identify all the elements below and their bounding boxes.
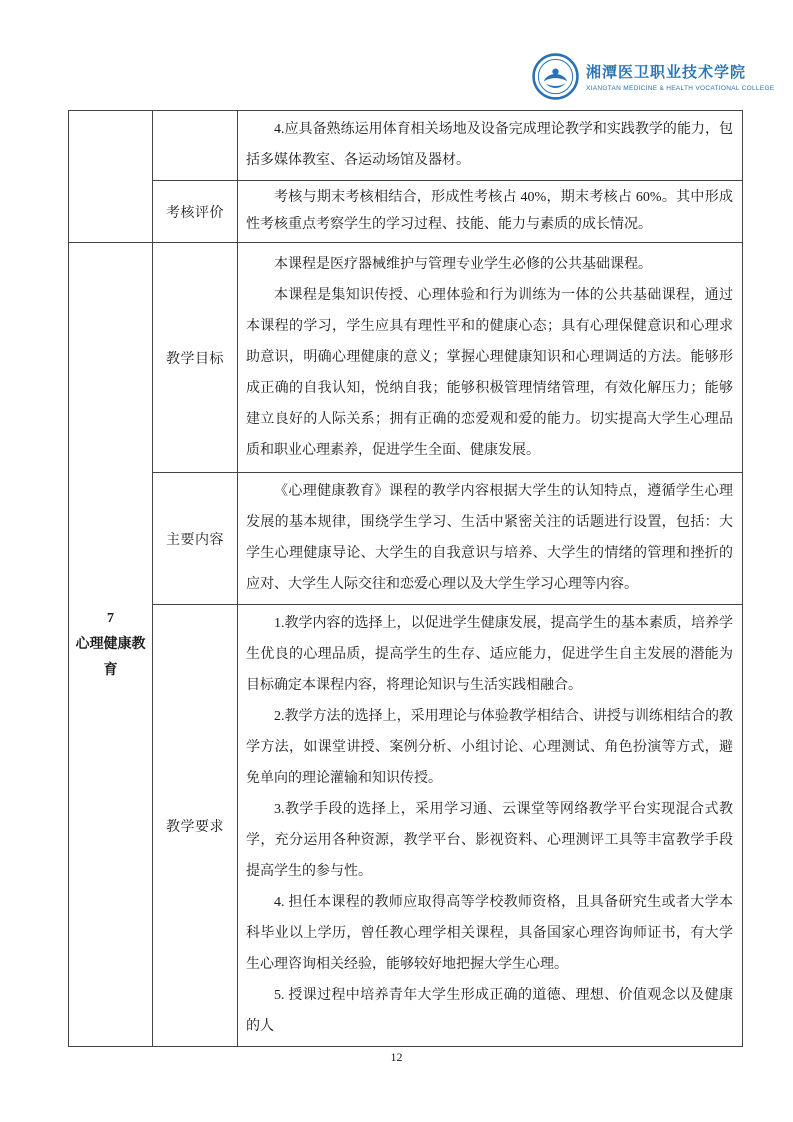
college-name-english: XIANGTAN MEDICINE & HEALTH VOCATIONAL COLLEGE <box>586 85 775 92</box>
paragraph: 1.教学内容的选择上，以促进学生健康发展，提高学生的基本素质，培养学生优良的心理品质，提高学生的生存、适应能力，促进学生自主发展的潜能为目标确定本课程内容，将理论知识与生活实践相融合。 <box>246 616 733 693</box>
paragraph: 考核与期末考核相结合，形成性考核占 40%，期末考核占 60%。其中形成性考核重点考察学生的学习过程、技能、能力与素质的成长情况。 <box>246 190 733 232</box>
syllabus-table <box>68 110 743 1047</box>
course-cell <box>69 243 153 1047</box>
page-footer <box>0 1050 793 1065</box>
objectives-label: 教学目标 <box>153 243 238 473</box>
course-name: 心理健康教育 <box>75 636 146 678</box>
table-row-main-content <box>69 473 743 605</box>
requirements-label: 教学要求 <box>153 605 238 1047</box>
paragraph: 《心理健康教育》课程的教学内容根据大学生的认知特点，遵循学生心理发展的基本规律，围绕学生学习、生活中紧密关注的话题进行设置，包括：大学生心理健康导论、大学生的自我意识与培养、大学生的情绪的管理和挫折的应对、大学生人际交往和恋爱心理以及大学生学习心理等内容。 <box>246 484 733 592</box>
paragraph: 2.教学方法的选择上，采用理论与体验教学相结合、讲授与训练相结合的教学方法，如课堂讲授、案例分析、小组讨论、心理测试、角色扮演等方式，避免单向的理论灌输和知识传授。 <box>246 709 733 786</box>
objectives-content-cell <box>238 243 743 473</box>
page-number: 12 <box>390 1050 403 1064</box>
course-number: 7 <box>107 610 114 626</box>
paragraph: 3.教学手段的选择上，采用学习通、云课堂等网络教学平台实现混合式教学，充分运用各种资源，教学平台、影视资料、心理测评工具等丰富教学手段提高学生的参与性。 <box>246 802 733 879</box>
assessment-content-cell <box>238 181 743 243</box>
assessment-label: 考核评价 <box>153 181 238 243</box>
paragraph: 本课程是集知识传授、心理体验和行为训练为一体的公共基础课程，通过本课程的学习，学生应具有理性平和的健康心态；具有心理保健意识和心理求助意识，明确心理健康的意义；掌握心理健康知识和心理调适的方法。能够形成正确的自我认知，悦纳自我；能够积极管理情绪管理，有效化解压力；能够建立良好的人际关系；拥有正确的恋爱观和爱的能力。切实提高大学生心理品质和职业心理素养，促进学生全面、健康发展。 <box>246 287 733 458</box>
table-row-assessment <box>69 181 743 243</box>
paragraph: 本课程是医疗器械维护与管理专业学生必修的公共基础课程。 <box>274 256 652 272</box>
table-row-requirements <box>69 605 743 1047</box>
main-content-cell <box>238 473 743 605</box>
paragraph: 5. 授课过程中培养青年大学生形成正确的道德、理想、价值观念以及健康的人 <box>246 988 733 1034</box>
main-content-label: 主要内容 <box>153 473 238 605</box>
college-name-chinese: 湘潭医卫职业技术学院 <box>586 65 747 81</box>
continuation-content-cell <box>238 111 743 181</box>
requirements-cell <box>238 605 743 1047</box>
paragraph: 4.应具备熟练运用体育相关场地及设备完成理论教学和实践教学的能力，包括多媒体教室、各运动场馆及器材。 <box>246 122 733 168</box>
college-logo <box>532 53 774 100</box>
table-row-continuation <box>69 111 743 181</box>
paragraph: 4. 担任本课程的教师应取得高等学校教师资格，且具备研究生或者大学本科毕业以上学历，曾任教心理学相关课程，具备国家心理咨询师证书，有大学生心理咨询相关经验，能够较好地把握大学生心理。 <box>246 895 733 972</box>
table-row-objectives <box>69 243 743 473</box>
college-emblem-icon <box>532 53 579 100</box>
row-label-empty <box>153 111 238 181</box>
course-number-cell-empty <box>69 111 153 243</box>
